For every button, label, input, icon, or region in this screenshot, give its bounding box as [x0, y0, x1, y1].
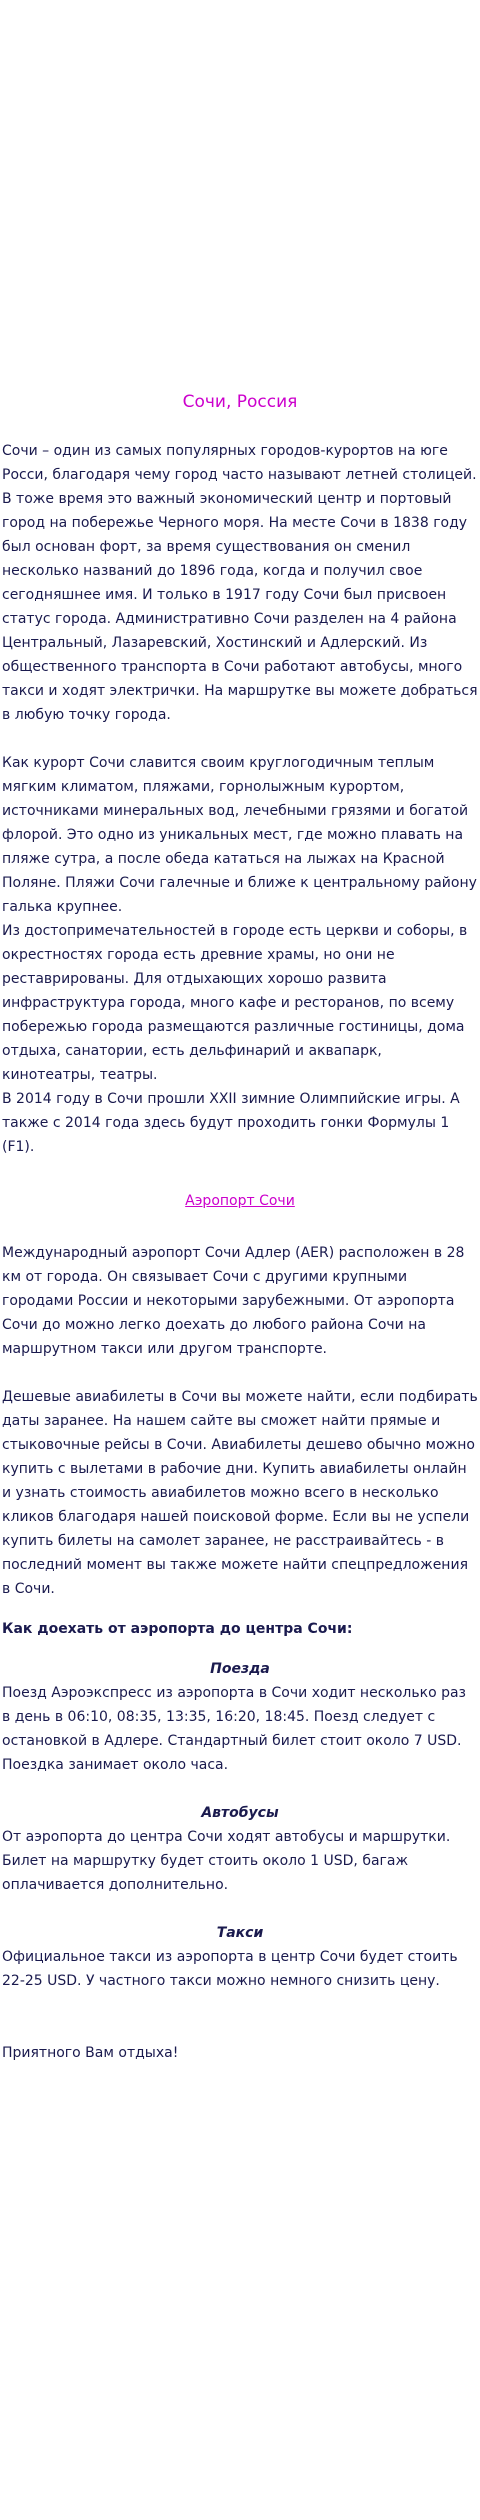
bus-heading: Автобусы	[201, 1805, 279, 1821]
airport-paragraph-2: Дешевые авиабилеты в Сочи вы можете найти, если подбирать даты заранее. На нашем сайте вы сможет найти прямые и стыковочные рейсы в Сочи. Авиабилеты дешево обычно можно купить с вылетами в рабочие дни. Купить авиабилеты онлайн и узнать стоимость авиабилетов можно всего в несколько кликов благодаря нашей поисковой форме. Если вы не успели купить билеты на самолет заранее, не расстраивайтесь - в последний момент вы также можете найти спецпредложения в Сочи.	[2, 1389, 478, 1597]
paragraph-spacer	[2, 1361, 478, 1385]
taxi-text: Официальное такси из аэропорта в центр Сочи будет стоить 22-25 USD. У частного такси можно немного снизить цену.	[2, 1949, 458, 1989]
train-text: Поезд Аэроэкспресс из аэропорта в Сочи ходит несколько раз в день в 06:10, 08:35, 13:35, 16:20, 18:45. Поезд следует с остановкой в Адлере. Стандартный билет стоит около 7 USD. Поездка занимает около часа.	[2, 1685, 466, 1773]
paragraph-spacer	[2, 1993, 478, 2017]
intro-paragraph-1: Сочи – один из самых популярных городов-курортов на юге Росси, благодаря чему город часто называют летней столицей. В тоже время это важный экономический центр и портовый город на побережье Черного моря. На месте Сочи в 1838 году был основан форт, за время существования он сменил несколько названий до 1896 года, когда и получил свое сегодняшнее имя. И только в 1917 году Сочи был присвоен статус города. Административно Сочи разделен на 4 района Центральный, Лазаревский, Хостинский и Адлерский. Из общественного транспорта в Сочи работают автобусы, много такси и ходят электрички. На маршрутке вы можете добраться в любую точку города.	[2, 443, 478, 723]
article-content	[0, 390, 480, 2065]
train-heading: Поезда	[210, 1661, 270, 1677]
paragraph-spacer	[2, 1777, 478, 1801]
page-title: Сочи, Россия	[182, 392, 298, 412]
farewell-text: Приятного Вам отдыха!	[2, 2045, 179, 2061]
airport-paragraph-1: Международный аэропорт Сочи Адлер (AER) расположен в 28 км от города. Он связывает Сочи с другими крупными городами России и некоторыми зарубежными. От аэропорта Сочи до можно легко доехать до любого района Сочи на маршрутном такси или другом транспорте.	[2, 1245, 465, 1357]
airport-link[interactable]: Аэропорт Сочи	[185, 1193, 295, 1209]
paragraph-spacer	[2, 1897, 478, 1921]
intro-paragraph-3: Из достопримечательностей в городе есть церкви и соборы, в окрестностях города есть древние храмы, но они не реставрированы. Для отдыхающих хорошо развита инфраструктура города, много кафе и ресторанов, по всему побережью города размещаются различные гостиницы, дома отдыха, санатории, есть дельфинарий и аквапарк, кинотеатры, театры.	[2, 923, 468, 1083]
taxi-heading: Такси	[216, 1925, 264, 1941]
transport-heading: Как доехать от аэропорта до центра Сочи:	[2, 1621, 353, 1637]
paragraph-spacer	[2, 727, 478, 751]
bus-text: От аэропорта до центра Сочи ходят автобусы и маршрутки. Билет на маршрутку будет стоить около 1 USD, багаж оплачивается дополнительно.	[2, 1829, 451, 1893]
intro-paragraph-4: В 2014 году в Сочи прошли XXII зимние Олимпийские игры. А также с 2014 года здесь будут проходить гонки Формулы 1 (F1).	[2, 1091, 460, 1155]
intro-paragraph-2: Как курорт Сочи славится своим круглогодичным теплым мягким климатом, пляжами, горнолыжным курортом, источниками минеральных вод, лечебными грязями и богатой флорой. Это одно из уникальных мест, где можно плавать на пляже сутра, а после обеда кататься на лыжах на Красной Поляне. Пляжи Сочи галечные и ближе к центральному району галька крупнее.	[2, 755, 477, 915]
paragraph-spacer	[2, 2017, 478, 2041]
